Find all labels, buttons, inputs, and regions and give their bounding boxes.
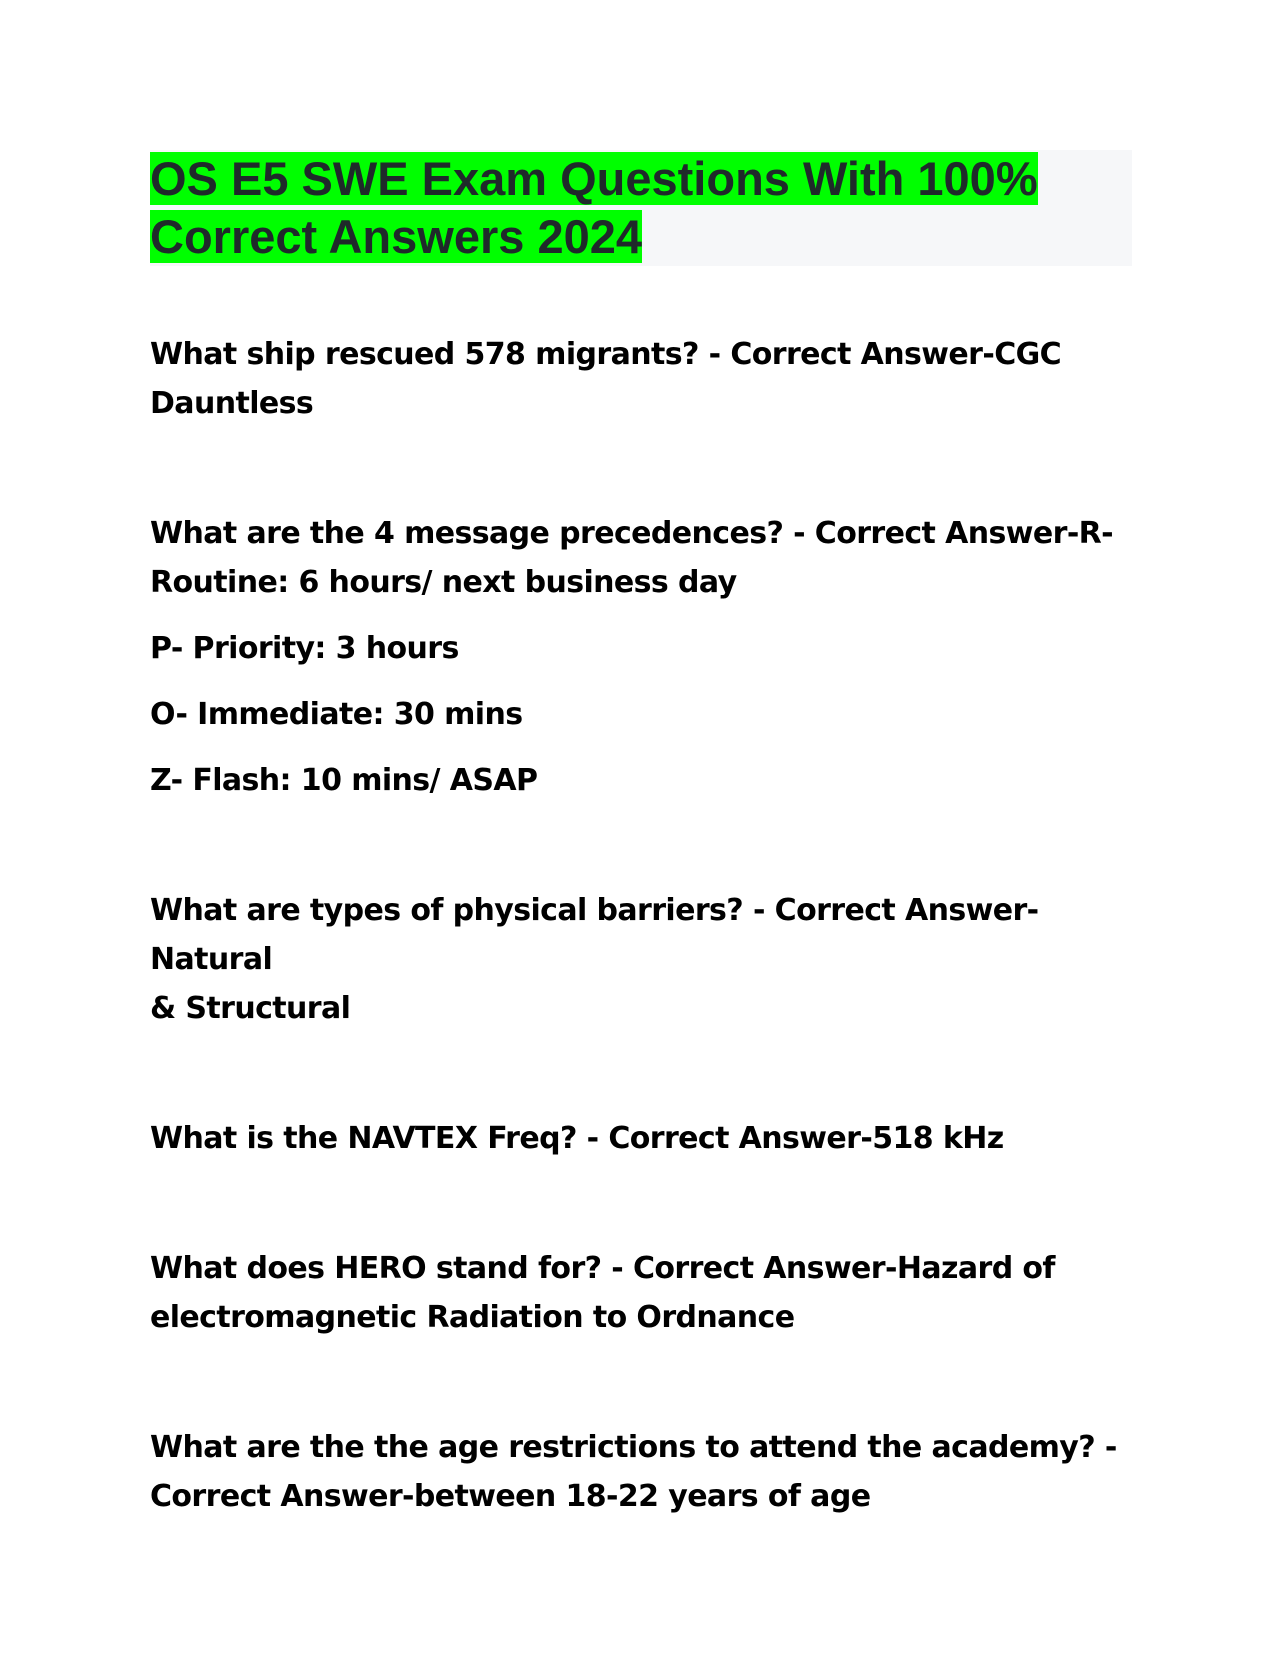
title-line-2: Correct Answers 2024 bbox=[150, 210, 643, 263]
qa-text-line: What are types of physical barriers? - Correct Answer-Natural bbox=[150, 893, 1039, 977]
qa-item bbox=[150, 330, 1130, 428]
qa-text-line: Routine: 6 hours/ next business day bbox=[150, 565, 737, 600]
qa-text-line: What is the NAVTEX Freq? - Correct Answer-518 kHz bbox=[150, 1121, 1004, 1156]
qa-answer-line: P- Priority: 3 hours bbox=[150, 631, 459, 666]
qa-text-line: What ship rescued 578 migrants? - Correct Answer-CGC bbox=[150, 337, 1062, 372]
qa-text-line: Correct Answer-between 18-22 years of age bbox=[150, 1479, 871, 1514]
title-line-1: OS E5 SWE Exam Questions With 100% bbox=[150, 152, 1038, 205]
qa-text-line: & Structural bbox=[150, 991, 351, 1026]
qa-list bbox=[150, 330, 1130, 1602]
qa-item bbox=[150, 1423, 1130, 1521]
document-title bbox=[150, 150, 1132, 266]
qa-item bbox=[150, 1114, 1130, 1163]
title-block bbox=[150, 150, 1132, 266]
qa-item bbox=[150, 1244, 1130, 1342]
qa-item bbox=[150, 509, 1130, 805]
qa-text-line: What are the 4 message precedences? - Correct Answer-R- bbox=[150, 516, 1114, 551]
qa-item bbox=[150, 886, 1130, 1033]
qa-text-line: Dauntless bbox=[150, 386, 314, 421]
qa-text-line: What are the the age restrictions to attend the academy? - bbox=[150, 1430, 1117, 1465]
qa-text-line: electromagnetic Radiation to Ordnance bbox=[150, 1300, 795, 1335]
qa-answer-line: O- Immediate: 30 mins bbox=[150, 697, 523, 732]
qa-answer-line: Z- Flash: 10 mins/ ASAP bbox=[150, 763, 538, 798]
qa-text-line: What does HERO stand for? - Correct Answer-Hazard of bbox=[150, 1251, 1055, 1286]
